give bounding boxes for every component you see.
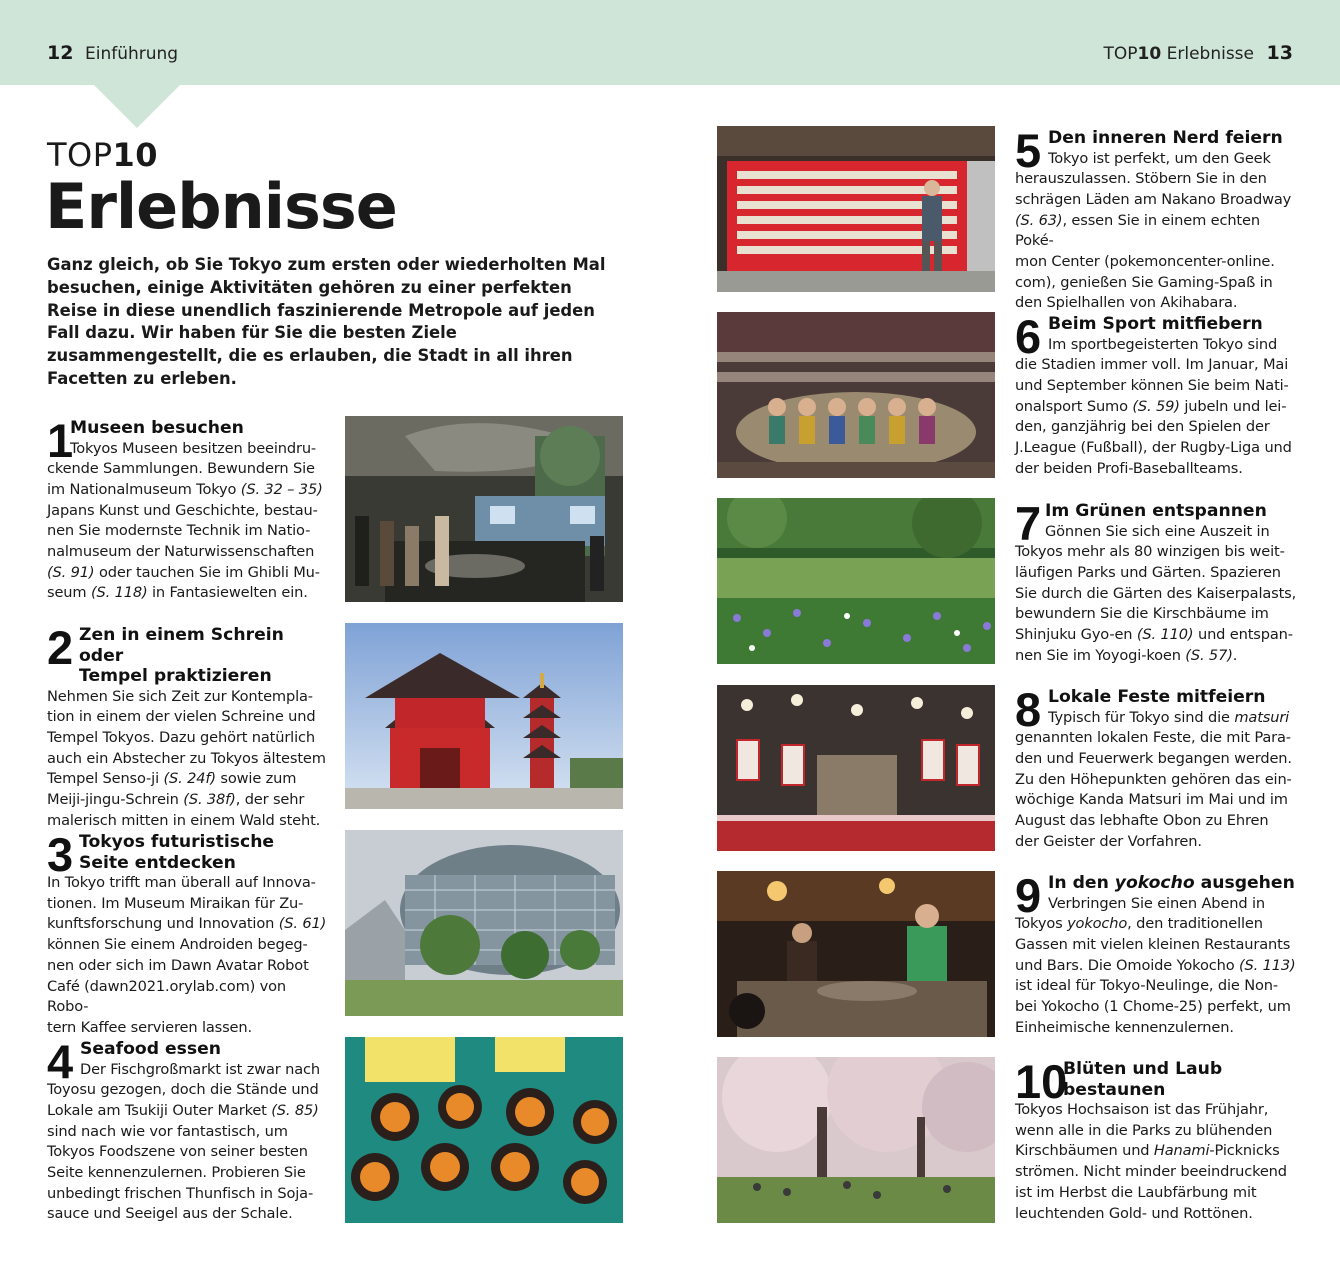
photo-manga-shop (717, 126, 995, 292)
item-number: 5 (1015, 124, 1042, 177)
item-body-line: nen oder sich im Dawn Avatar Robot (47, 956, 309, 974)
item-body-line: mon Center (pokemoncenter-online. (1015, 253, 1275, 271)
item-body-line: Im sportbegeisterten Tokyo sind (1048, 335, 1278, 353)
item-body-line: J.League (Fußball), der Rugby-Liga und (1015, 439, 1292, 457)
item-body-line: (S. 63), essen Sie in einem echten Poké- (1015, 211, 1260, 250)
item-number: 7 (1015, 497, 1042, 550)
item-body-line: nalmuseum der Naturwissenschaften (47, 543, 315, 561)
item-body-line: Tempel Tokyos. Dazu gehört natürlich (47, 728, 315, 746)
intro-paragraph: Ganz gleich, ob Sie Tokyo zum ersten oder wiederholten Mal besuchen, einige Aktivitäten gehören zu einer perfekten Reise in diese unendlich faszinierende Metropole auf jeden Fall dazu. Wir haben für Sie die besten Ziele zusammengestellt, die es erlauben, die Stadt in all ihren Facetten zu erleben. (47, 255, 606, 388)
photo-seafood (345, 1037, 623, 1223)
item-body-line: August das lebhafte Obon zu Ehren (1015, 812, 1269, 830)
item-body-line: den, ganzjährig bei den Spielen der (1015, 418, 1270, 436)
item-body-line: sauce und Seeigel aus der Schale. (47, 1205, 293, 1223)
item-body-line: onalsport Sumo (S. 59) jubeln und lei- (1015, 397, 1287, 415)
item-body-line: Tokyo ist perfekt, um den Geek (1048, 149, 1271, 167)
item-body-line: Gassen mit vielen kleinen Restaurants (1015, 935, 1291, 953)
item-body-line: malerisch mitten in einem Wald steht. (47, 811, 321, 829)
item-body-line: bei Yokocho (1 Chome-25) perfekt, um (1015, 998, 1291, 1016)
photo-sumo (717, 312, 995, 478)
item-body-line: Toyosu gezogen, doch die Stände und (47, 1081, 319, 1099)
item-body-line: der Geister der Vorfahren. (1015, 832, 1202, 850)
item-body-line: nen Sie im Yoyogi-koen (S. 57). (1015, 646, 1238, 664)
item-body-line: Lokale am Tsukiji Outer Market (S. 85) (47, 1101, 319, 1119)
item-body-line: genannten lokalen Feste, die mit Para- (1015, 729, 1291, 747)
item-number: 10 (1015, 1055, 1068, 1108)
item-body-line: Nehmen Sie sich Zeit zur Kontempla- (47, 687, 313, 705)
item-heading: Tempel praktizieren (79, 666, 272, 686)
item-heading: Lokale Feste mitfeiern (1048, 687, 1266, 707)
item-heading: Den inneren Nerd feiern (1048, 128, 1283, 148)
item-body-line: (S. 91) oder tauchen Sie im Ghibli Mu- (47, 563, 320, 581)
left-page-number: 12 (47, 42, 74, 64)
item-body-line: auch ein Abstecher zu Tokyos ältestem (47, 749, 326, 767)
photo-yokocho (717, 871, 995, 1037)
right-section-label: TOP10 Erlebnisse (1103, 44, 1254, 64)
item-body-line: seum (S. 118) in Fantasiewelten ein. (47, 584, 308, 602)
item-body-line: nen Sie modernste Technik im Natio- (47, 522, 311, 540)
top10-item-2 (47, 621, 327, 831)
left-section-label: Einführung (85, 44, 179, 64)
item-body-line: In Tokyo trifft man überall auf Innova- (47, 874, 316, 891)
photo-garden (717, 498, 995, 664)
item-body-line: ist im Herbst die Laubfärbung mit (1015, 1183, 1257, 1201)
header-notch (93, 84, 181, 128)
top10-item-6 (1015, 310, 1300, 479)
item-body-line: Shinjuku Gyo-en (S. 110) und entspan- (1015, 626, 1293, 644)
item-number: 9 (1015, 869, 1042, 922)
item-body-line: den Spielhallen von Akihabara. (1015, 294, 1238, 312)
item-body-line: com), genießen Sie Gaming-Spaß in (1015, 273, 1273, 291)
top10-item-9 (1015, 869, 1300, 1038)
item-heading: Blüten und Laub (1063, 1059, 1223, 1079)
item-body-line: Kirschbäumen und Hanami-Picknicks (1015, 1142, 1280, 1160)
item-body-line: der beiden Profi-Baseballteams. (1015, 459, 1243, 477)
photo-cherry-blossom (717, 1057, 995, 1223)
item-body-line: schrägen Läden am Nakano Broadway (1015, 190, 1292, 208)
item-body-line: wöchige Kanda Matsuri im Mai und im (1015, 791, 1288, 809)
item-heading: Im Grünen entspannen (1045, 501, 1267, 521)
item-heading: Seafood essen (80, 1039, 222, 1059)
item-body-line: Tokyos mehr als 80 winzigen bis weit- (1015, 543, 1285, 561)
item-body-line: strömen. Nicht minder beeindruckend (1015, 1163, 1287, 1181)
item-body-line: Typisch für Tokyo sind die matsuri (1048, 708, 1290, 726)
item-body-line: Verbringen Sie einen Abend in (1048, 894, 1265, 912)
photo-miraikan (345, 830, 623, 1016)
item-body-line: können Sie einem Androiden begeg- (47, 936, 308, 954)
item-body-line: tion in einem der vielen Schreine und (47, 708, 316, 726)
item-body-line: Tokyos Hochsaison ist das Frühjahr, (1015, 1101, 1269, 1118)
item-body-line: im Nationalmuseum Tokyo (S. 32 – 35) (47, 480, 323, 498)
item-body-line: Café (dawn2021.orylab.com) von Robo- (47, 977, 287, 1016)
photo-festival (717, 685, 995, 851)
item-body-line: tern Kaffee servieren lassen. (47, 1018, 252, 1036)
item-body-line: Tokyos yokocho, den traditionellen (1015, 915, 1263, 933)
item-body-line: sind nach wie vor fantastisch, um (47, 1122, 288, 1140)
item-body-line: Seite kennenzulernen. Probieren Sie (47, 1164, 306, 1182)
item-body-line: kunftsforschung und Innovation (S. 61) (47, 915, 327, 933)
item-heading: bestaunen (1063, 1079, 1166, 1100)
item-number: 8 (1015, 683, 1042, 736)
item-body-line: unbedingt frischen Thunfisch in Soja- (47, 1184, 314, 1202)
item-body-line: tionen. Im Museum Miraikan für Zu- (47, 894, 304, 912)
item-body-line: Der Fischgroßmarkt ist zwar nach (80, 1060, 321, 1078)
right-page-number: 13 (1266, 42, 1293, 64)
item-heading: In den yokocho ausgehen (1048, 873, 1295, 893)
item-number: 2 (47, 621, 74, 674)
item-body-line: ist ideal für Tokyo-Neulinge, die Non- (1015, 977, 1278, 995)
item-body-line: und Bars. Die Omoide Yokocho (S. 113) (1015, 956, 1296, 974)
item-body-line: Tokyos Museen besitzen beeindru- (70, 439, 317, 457)
top10-item-7 (1015, 497, 1300, 666)
item-number: 4 (47, 1035, 74, 1088)
item-body-line: Meiji-jingu-Schrein (S. 38f), der sehr (47, 791, 305, 809)
top10-item-4 (47, 1035, 327, 1225)
top10-item-5 (1015, 124, 1300, 314)
top10-kicker: TOP10 (47, 136, 159, 174)
item-body-line: Einheimische kennenzulernen. (1015, 1018, 1234, 1036)
item-heading: Seite entdecken (79, 852, 236, 873)
item-body-line: Tokyos Foodszene von seiner besten (47, 1143, 308, 1161)
item-heading: Zen in einem Schrein oder (79, 625, 284, 666)
item-body-line: Gönnen Sie sich eine Auszeit in (1045, 522, 1270, 540)
item-body-line: Tempel Senso-ji (S. 24f) sowie zum (47, 770, 297, 788)
item-body-line: herauszulassen. Stöbern Sie in den (1015, 170, 1267, 188)
item-heading: Beim Sport mitfiebern (1048, 314, 1263, 334)
item-body-line: Zu den Höhepunkten gehören das ein- (1015, 770, 1292, 788)
top10-item-8 (1015, 683, 1300, 852)
item-body-line: ckende Sammlungen. Bewundern Sie (47, 460, 315, 478)
photo-museum (345, 416, 623, 602)
item-body-line: den und Feuerwerk begangen werden. (1015, 749, 1292, 767)
item-body-line: Sie durch die Gärten des Kaiserpalasts, (1015, 584, 1297, 602)
item-number: 3 (47, 828, 74, 881)
item-body-line: wenn alle in die Parks zu blühenden (1015, 1121, 1273, 1139)
item-body-line: die Stadien immer voll. Im Januar, Mai (1015, 356, 1289, 374)
item-heading: Museen besuchen (70, 418, 244, 438)
item-number: 1 (47, 414, 74, 467)
top10-item-10 (1015, 1055, 1300, 1224)
item-body-line: leuchtenden Gold- und Rottönen. (1015, 1204, 1253, 1222)
photo-temple (345, 623, 623, 809)
top10-item-3 (47, 828, 327, 1039)
top10-item-1 (47, 414, 327, 604)
page-title: Erlebnisse (45, 170, 397, 243)
item-body-line: läufigen Parks und Gärten. Spazieren (1015, 563, 1281, 581)
item-body-line: bewundern Sie die Kirschbäume im (1015, 605, 1269, 623)
item-heading: Tokyos futuristische (79, 832, 275, 852)
item-body-line: und September können Sie beim Nati- (1015, 376, 1289, 394)
item-body-line: Japans Kunst und Geschichte, bestau- (47, 501, 318, 519)
item-number: 6 (1015, 310, 1042, 363)
page-header-band (0, 0, 1340, 85)
